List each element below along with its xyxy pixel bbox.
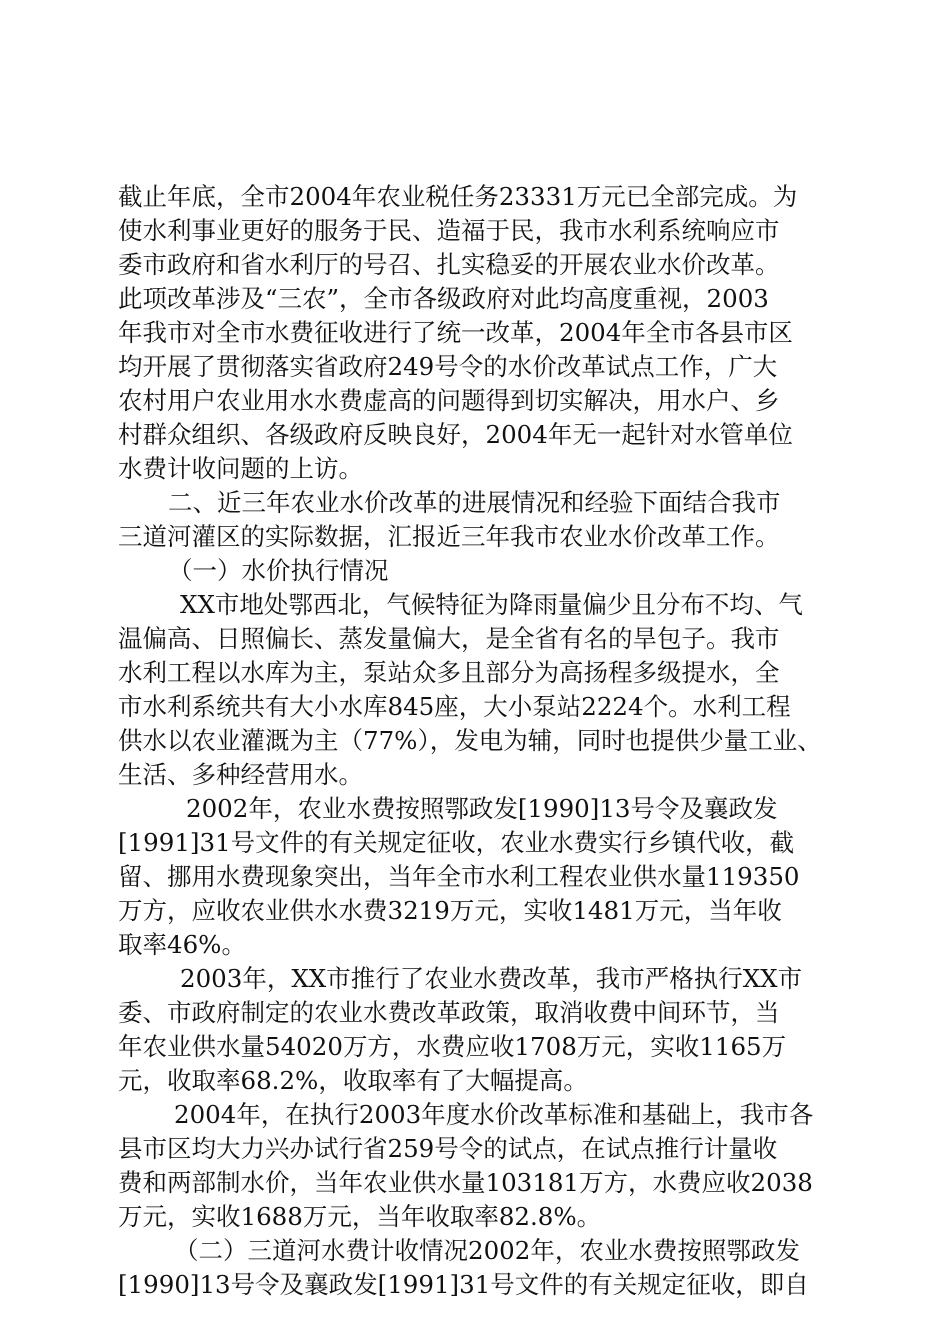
body-line: 2004年，在执行2003年度水价改革标准和基础上，我市各 [174, 1100, 814, 1129]
body-line: 村群众组织、各级政府反映良好，2004年无一起针对水管单位 [118, 420, 793, 449]
body-line: 万元，实收1688万元，当年收取率82.8%。 [118, 1202, 602, 1231]
subsection-heading: （一）水价执行情况 [168, 556, 389, 585]
body-line: 截止年底，全市2004年农业税任务23331万元已全部完成。为 [118, 182, 798, 211]
body-line: 供水以农业灌溉为主（77%），发电为辅，同时也提供少量工业、 [118, 726, 822, 755]
body-line: 此项改革涉及“三农”，全市各级政府对此均高度重视，2003 [118, 284, 769, 313]
body-line: 均开展了贯彻落实省政府249号令的水价改革试点工作，广大 [118, 352, 778, 381]
body-line: 费和两部制水价，当年农业供水量103181万方，水费应收2038 [118, 1168, 813, 1197]
subsection-heading: （二）三道河水费计收情况2002年，农业水费按照鄂政发 [174, 1236, 800, 1265]
body-line: 县市区均大力兴办试行省259号令的试点，在试点推行计量收 [118, 1134, 778, 1163]
body-line: 取率46%。 [118, 930, 246, 959]
body-line: [1991]31号文件的有关规定征收，农业水费实行乡镇代收，截 [118, 828, 795, 857]
body-line: 2003年，XX市推行了农业水费改革，我市严格执行XX市 [180, 964, 803, 993]
body-line: 农村用户农业用水水费虚高的问题得到切实解决，用水户、乡 [118, 386, 780, 415]
body-line: [1990]13号令及襄政发[1991]31号文件的有关规定征收，即自 [118, 1270, 809, 1299]
body-line: 年农业供水量54020万方，水费应收1708万元，实收1165万 [118, 1032, 787, 1061]
body-line: 万方，应收农业供水水费3219万元，实收1481万元，当年收 [118, 896, 782, 925]
body-line: 委市政府和省水利厅的号召、扎实稳妥的开展农业水价改革。 [118, 250, 780, 279]
body-line: 年我市对全市水费征收进行了统一改革，2004年全市各县市区 [118, 318, 793, 347]
body-line: 2002年，农业水费按照鄂政发[1990]13号令及襄政发 [186, 794, 778, 823]
body-line: 生活、多种经营用水。 [118, 760, 363, 789]
body-line: 元，收取率68.2%，收取率有了大幅提高。 [118, 1066, 588, 1095]
body-line: 使水利事业更好的服务于民、造福于民，我市水利系统响应市 [118, 216, 780, 245]
body-line: 委、市政府制定的农业水费改革政策，取消收费中间环节，当 [118, 998, 780, 1027]
body-line: 水费计收问题的上访。 [118, 454, 363, 483]
body-line: 温偏高、日照偏长、蒸发量偏大，是全省有名的旱包子。我市 [118, 624, 780, 653]
body-line: 水利工程以水库为主，泵站众多且部分为高扬程多级提水，全 [118, 658, 780, 687]
body-line: 市水利系统共有大小水库845座，大小泵站2224个。水利工程 [118, 692, 791, 721]
body-line: 三道河灌区的实际数据，汇报近三年我市农业水价改革工作。 [118, 522, 780, 551]
body-line: 留、挪用水费现象突出，当年全市水利工程农业供水量119350 [118, 862, 800, 891]
body-line: XX市地处鄂西北，气候特征为降雨量偏少且分布不均、气 [180, 590, 803, 619]
section-heading: 二、近三年农业水价改革的进展情况和经验下面结合我市 [168, 488, 781, 517]
